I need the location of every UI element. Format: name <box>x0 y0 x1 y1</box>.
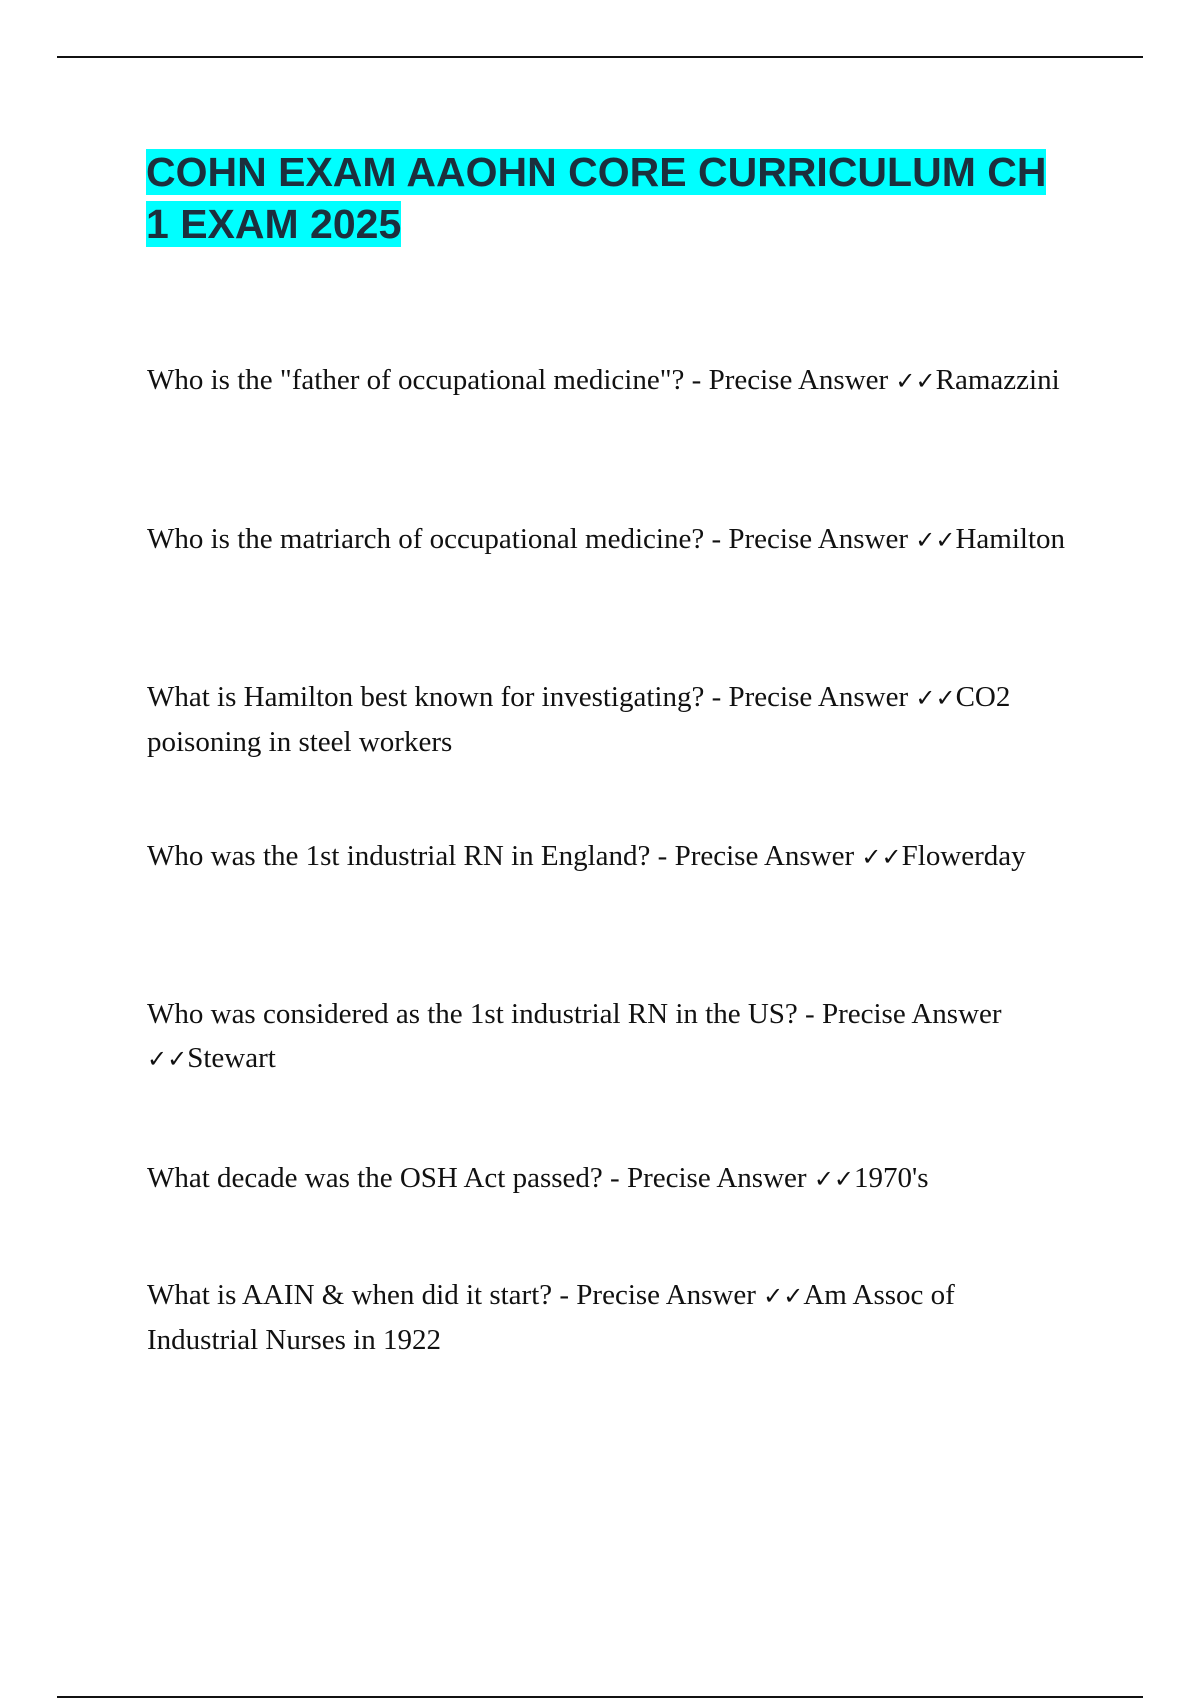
answer: Flowerday <box>901 840 1026 872</box>
page-title <box>146 146 1076 250</box>
answer: 1970's <box>854 1162 929 1194</box>
double-check-icon: ✓✓ <box>915 684 956 712</box>
double-check-icon: ✓✓ <box>861 843 902 871</box>
double-check-icon: ✓✓ <box>763 1282 804 1310</box>
title-text: COHN EXAM AAOHN CORE CURRICULUM CH 1 EXAM 2025 <box>146 149 1047 247</box>
question: Who is the matriarch of occupational medicine? <box>147 523 705 555</box>
separator: - <box>704 523 729 555</box>
qa-item <box>147 675 1072 764</box>
answer-label: Precise Answer <box>821 998 1002 1030</box>
separator: - <box>704 681 729 713</box>
answer-label: Precise Answer <box>708 364 896 396</box>
qa-item <box>147 992 1072 1081</box>
answer-label: Precise Answer <box>728 681 916 713</box>
double-check-icon: ✓✓ <box>147 1045 188 1073</box>
qa-item <box>147 834 1072 879</box>
separator: - <box>552 1279 577 1311</box>
double-check-icon: ✓✓ <box>895 367 936 395</box>
separator: - <box>602 1162 627 1194</box>
answer: Hamilton <box>955 523 1065 555</box>
answer: Stewart <box>187 1042 276 1074</box>
qa-item <box>147 358 1072 403</box>
question: Who was the 1st industrial RN in England? <box>147 840 651 872</box>
answer-label: Precise Answer <box>728 523 916 555</box>
separator: - <box>684 364 709 396</box>
question: What is Hamilton best known for investigating? <box>147 681 705 713</box>
answer-label: Precise Answer <box>576 1279 764 1311</box>
answer-label: Precise Answer <box>626 1162 814 1194</box>
answer: Am Assoc of Industrial Nurses in 1922 <box>147 1279 955 1356</box>
question: Who is the "father of occupational medicine"? <box>147 364 685 396</box>
answer-label: Precise Answer <box>674 840 862 872</box>
separator: - <box>797 998 822 1030</box>
top-rule <box>57 56 1143 58</box>
question: Who was considered as the 1st industrial RN in the US? <box>147 998 798 1030</box>
bottom-rule <box>57 1696 1143 1698</box>
qa-item <box>147 1273 1072 1362</box>
question: What decade was the OSH Act passed? <box>147 1162 603 1194</box>
qa-item <box>147 517 1072 562</box>
qa-item <box>147 1156 1072 1201</box>
separator: - <box>650 840 675 872</box>
answer: Ramazzini <box>935 364 1060 396</box>
answer: CO2 poisoning in steel workers <box>147 681 1011 758</box>
question: What is AAIN & when did it start? <box>147 1279 553 1311</box>
double-check-icon: ✓✓ <box>915 526 956 554</box>
double-check-icon: ✓✓ <box>813 1165 855 1193</box>
